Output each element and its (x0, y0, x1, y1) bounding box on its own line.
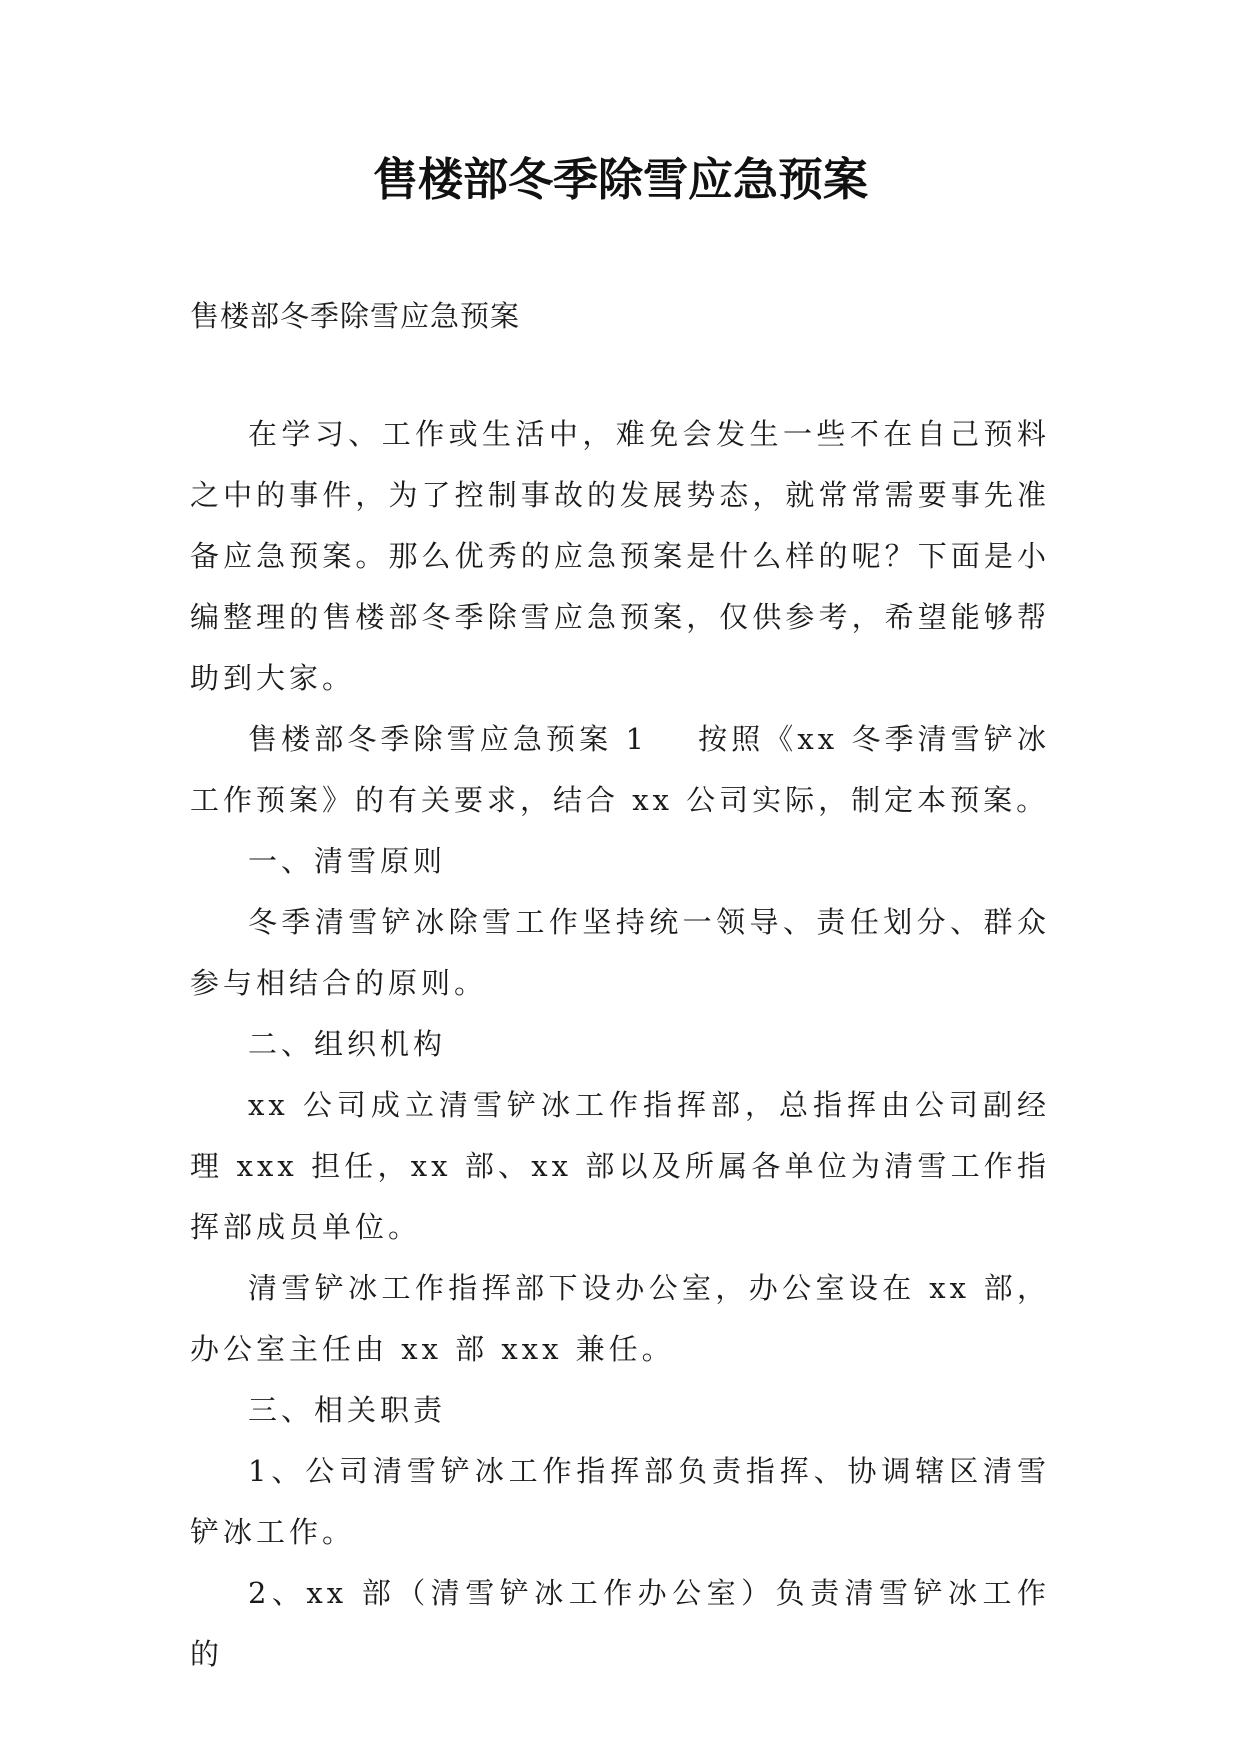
section-heading-principles: 一、清雪原则 (248, 844, 447, 878)
duty-item-2: 2、xx 部（清雪铲冰工作办公室）负责清雪铲冰工作的 (190, 1576, 1050, 1671)
intro-paragraph: 在学习、工作或生活中，难免会发生一些不在自己预料之中的事件，为了控制事故的发展势态，就常常需要事先准备应急预案。那么优秀的应急预案是什么样的呢？下面是小编整理的售楼部冬季除雪应急预案，仅供参考，希望能够帮助到大家。 (190, 417, 1050, 695)
organization-paragraph: xx 公司成立清雪铲冰工作指挥部，总指挥由公司副经理 xxx 担任，xx 部、xx 部以及所属各单位为清雪工作指挥部成员单位。 (190, 1088, 1050, 1244)
principles-paragraph: 冬季清雪铲冰除雪工作坚持统一领导、责任划分、群众参与相结合的原则。 (190, 905, 1050, 1000)
section-heading-duties: 三、相关职责 (248, 1393, 447, 1427)
document-subtitle: 售楼部冬季除雪应急预案 (190, 299, 521, 333)
plan-one-preamble: 按照《xx 冬季清雪铲冰工作预案》的有关要求，结合 xx 公司实际，制定本预案。 (190, 722, 1050, 817)
plan-one-heading: 售楼部冬季除雪应急预案 1 (248, 722, 648, 756)
duty-item-1: 1、公司清雪铲冰工作指挥部负责指挥、协调辖区清雪铲冰工作。 (190, 1454, 1050, 1549)
section-heading-organization: 二、组织机构 (248, 1027, 447, 1061)
document-title: 售楼部冬季除雪应急预案 (372, 153, 868, 206)
plan-one-paragraph (190, 709, 1050, 831)
office-paragraph: 清雪铲冰工作指挥部下设办公室，办公室设在 xx 部，办公室主任由 xx 部 xxx 兼任。 (190, 1271, 1050, 1366)
document-body (190, 404, 1050, 1685)
